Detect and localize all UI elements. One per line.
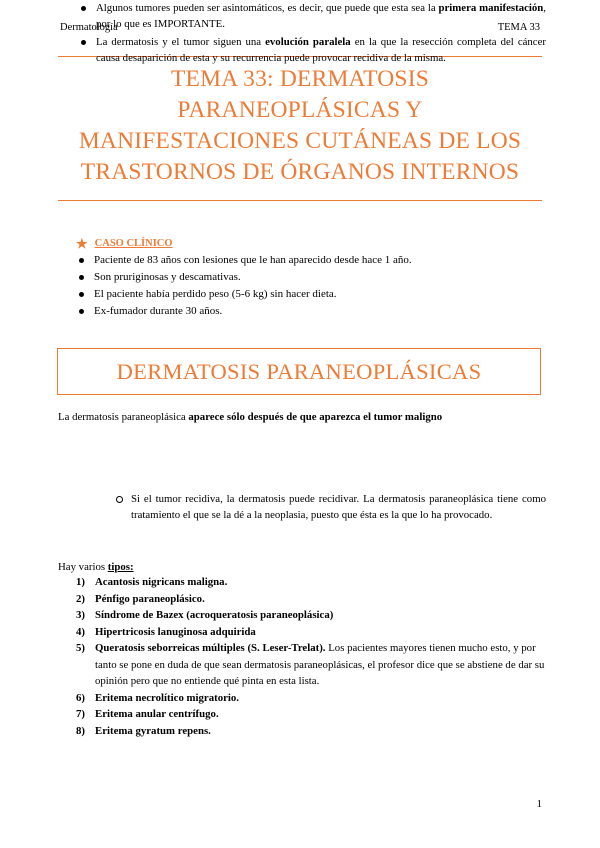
title-line: MANIFESTACIONES CUTÁNEAS DE LOS <box>78 128 522 154</box>
list-item: Ex-fumador durante 30 años. <box>76 303 412 320</box>
list-item <box>78 34 546 66</box>
item-name: Eritema anular centrífugo. <box>95 708 219 720</box>
list-item <box>76 574 546 591</box>
page-number: 1 <box>536 798 542 810</box>
item-name: Pénfigo paraneoplásico. <box>95 592 205 605</box>
list-item <box>76 640 546 690</box>
title-rule-bottom <box>58 200 542 201</box>
bullet-bold: primera manifestación <box>438 2 544 14</box>
list-item <box>76 706 546 723</box>
list-item <box>76 690 546 707</box>
caso-list <box>76 252 412 320</box>
item-number: 5) <box>76 642 85 654</box>
bullet-text: en la que la resección completa del cáncer causa desaparición de esta y su recurrencia puede provocar recidiva de la misma. <box>96 36 546 64</box>
list-item <box>78 0 546 32</box>
item-number: 3) <box>76 609 85 621</box>
bullet-bold: evolución paralela <box>265 36 351 48</box>
item-number: 6) <box>76 691 85 704</box>
list-item <box>76 624 546 641</box>
star-icon: ★ <box>76 236 88 251</box>
list-item <box>76 607 546 624</box>
bullet-text: , por lo que es IMPORTANTE. <box>96 2 546 30</box>
caso-heading-label: CASO CLÍNICO <box>94 238 173 249</box>
list-item: Son pruriginosas y descamativas. <box>76 269 412 286</box>
item-name: Eritema necrolítico migratorio. <box>95 691 240 704</box>
section-title: DERMATOSIS PARANEOPLÁSICAS <box>57 348 541 395</box>
intro-bold: aparece sólo después de que aparezca el tumor maligno <box>188 411 443 423</box>
title-line: PARANEOPLÁSICAS Y <box>177 97 423 123</box>
item-name: Síndrome de Bazex (acroqueratosis paraneoplásica) <box>95 609 334 621</box>
header-topic: TEMA 33 <box>497 22 540 33</box>
bullet-text: La dermatosis y el tumor siguen una <box>96 36 266 48</box>
tipos-list <box>76 574 546 739</box>
item-number: 4) <box>76 625 85 638</box>
title-line: TRASTORNOS DE ÓRGANOS INTERNOS <box>80 159 520 185</box>
item-name: Hipertricosis lanuginosa adquirida <box>95 625 256 638</box>
intro-text: La dermatosis paraneoplásica <box>58 411 189 423</box>
list-item <box>76 591 546 608</box>
page-title <box>58 64 542 188</box>
item-name: Acantosis nigricans maligna. <box>95 576 228 588</box>
tipos-colon: : <box>129 561 134 573</box>
tipos-pre: Hay varios <box>58 561 108 573</box>
header-subject: Dermatología <box>60 22 118 33</box>
bullet-text: Algunos tumores pueden ser asintomáticos, es decir, que puede que esta sea la <box>96 2 439 14</box>
bullet-list <box>78 0 546 68</box>
item-desc: Los pacientes mayores tienen mucho esto, y por tanto se pone en duda de que sean dermatosis paraneoplásicas, el profesor dice que se abstiene de dar su opinión pero que no entiende qué pinta en esta lista. <box>95 642 545 687</box>
item-number: 2) <box>76 592 85 605</box>
item-number: 8) <box>76 724 85 737</box>
tipos-word: tipos <box>107 561 130 573</box>
item-number: 1) <box>76 576 85 588</box>
caso-heading <box>76 235 412 252</box>
list-item <box>76 723 546 740</box>
list-item: El paciente había perdido peso (5-6 kg) sin hacer dieta. <box>76 286 412 303</box>
item-name: Eritema gyratum repens. <box>95 724 211 737</box>
caso-clinico <box>76 235 412 320</box>
list-item: Paciente de 83 años con lesiones que le han aparecido desde hace 1 año. <box>76 252 412 269</box>
sub-bullet: Si el tumor recidiva, la dermatosis puede recidivar. La dermatosis paraneoplásica tiene como tratamiento el que se la dé a la neoplasia, puesto que ésta es la que lo ha provocado. <box>116 491 546 523</box>
item-name: Queratosis seborreicas múltiples (S. Leser-Trelat). <box>95 642 326 654</box>
item-number: 7) <box>76 708 85 720</box>
title-line: TEMA 33: DERMATOSIS <box>171 66 429 92</box>
tipos-heading <box>58 559 546 575</box>
intro-paragraph <box>58 409 546 425</box>
